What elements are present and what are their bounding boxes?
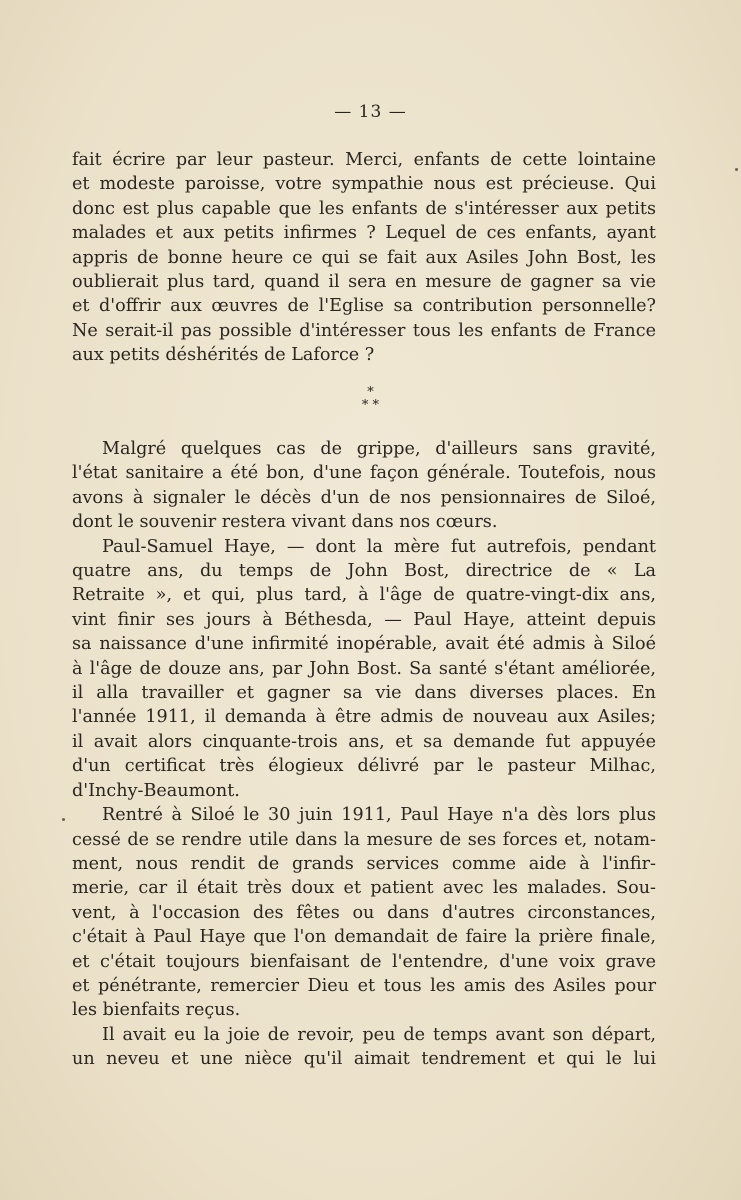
text-line: l'année 1911, il demanda à être admis de nouveau aux Asiles;: [72, 707, 656, 728]
text-line: malades et aux petits infirmes ? Lequel de ces enfants, ayant: [72, 223, 656, 244]
text-line: l'état sanitaire a été bon, d'une façon générale. Toutefois, nous: [72, 463, 656, 484]
text-line: fait écrire par leur pasteur. Merci, enfants de cette lointaine: [72, 150, 656, 170]
text-line: quatre ans, du temps de John Bost, directrice de « La: [72, 561, 656, 582]
asterism-top: *: [367, 385, 374, 400]
margin-speck: [62, 818, 65, 821]
text-line: cessé de se rendre utile dans la mesure de ses forces et, notam-: [72, 829, 656, 850]
text-line: Ne serait-il pas possible d'intéresser tous les enfants de France: [72, 320, 656, 341]
text-line: oublierait plus tard, quand il sera en mesure de gagner sa vie: [72, 272, 656, 293]
text-line: et pénétrante, remercier Dieu et tous les amis des Asiles pour: [72, 975, 656, 996]
text-line: Malgré quelques cas de grippe, d'ailleurs sans gravité,: [102, 439, 656, 459]
text-line: les bienfaits reçus.: [72, 1000, 241, 1021]
text-line: un neveu et une nièce qu'il aimait tendrement et qui le lui: [72, 1049, 656, 1070]
paragraph-continued: [72, 148, 656, 368]
text-line: appris de bonne heure ce qui se fait aux Asiles John Bost, les: [72, 247, 656, 268]
text-line: et modeste paroisse, votre sympathie nous est précieuse. Qui: [72, 174, 656, 195]
page-number: — 13 —: [334, 102, 407, 122]
main-text: [72, 437, 656, 1072]
text-line: à l'âge de douze ans, par John Bost. Sa santé s'étant améliorée,: [72, 658, 656, 679]
text-line: merie, car il était très doux et patient avec les malades. Sou-: [72, 878, 656, 899]
text-line: sa naissance d'une infirmité inopérable, avait été admis à Siloé: [72, 634, 656, 655]
section-separator-asterism: [0, 386, 741, 412]
text-line: Paul-Samuel Haye, — dont la mère fut autrefois, pendant: [102, 536, 656, 557]
paragraph-final-visit: [72, 1023, 656, 1072]
text-line: il alla travailler et gagner sa vie dans diverses places. En: [72, 683, 656, 704]
text-line: il avait alors cinquante-trois ans, et sa demande fut appuyée: [72, 731, 656, 752]
text-line: dont le souvenir restera vivant dans nos cœurs.: [72, 512, 498, 533]
text-line: avons à signaler le décès d'un de nos pensionnaires de Siloé,: [72, 487, 656, 508]
text-line: aux petits déshérités de Laforce ?: [72, 345, 375, 366]
paragraph-return-to-siloe: [72, 803, 656, 1023]
text-line: Retraite », et qui, plus tard, à l'âge de quatre-vingt-dix ans,: [72, 585, 656, 606]
text-line: c'était à Paul Haye que l'on demandait de faire la prière finale,: [72, 927, 656, 948]
text-line: vint finir ses jours à Béthesda, — Paul Haye, atteint depuis: [72, 609, 656, 630]
margin-speck: [735, 168, 738, 171]
text-line: d'un certificat très élogieux délivré par le pasteur Milhac,: [72, 756, 656, 777]
text-line: Il avait eu la joie de revoir, peu de temps avant son départ,: [102, 1024, 656, 1045]
text-line: d'Inchy-Beaumont.: [72, 780, 240, 801]
text-line: ment, nous rendit de grands services comme aide à l'infir-: [72, 853, 656, 874]
paragraph-health-report: [72, 437, 656, 535]
text-line: Rentré à Siloé le 30 juin 1911, Paul Haye n'a dès lors plus: [102, 805, 656, 826]
paragraph-paul-haye-biography: [72, 535, 656, 803]
text-line: donc est plus capable que les enfants de s'intéresser aux petits: [72, 198, 656, 219]
asterism-bottom: * *: [361, 398, 380, 413]
text-line: et c'était toujours bienfaisant de l'entendre, d'une voix grave: [72, 951, 656, 972]
text-line: vent, à l'occasion des fêtes ou dans d'autres circonstances,: [72, 902, 656, 923]
text-line: et d'offrir aux œuvres de l'Eglise sa contribution personnelle?: [72, 296, 656, 317]
